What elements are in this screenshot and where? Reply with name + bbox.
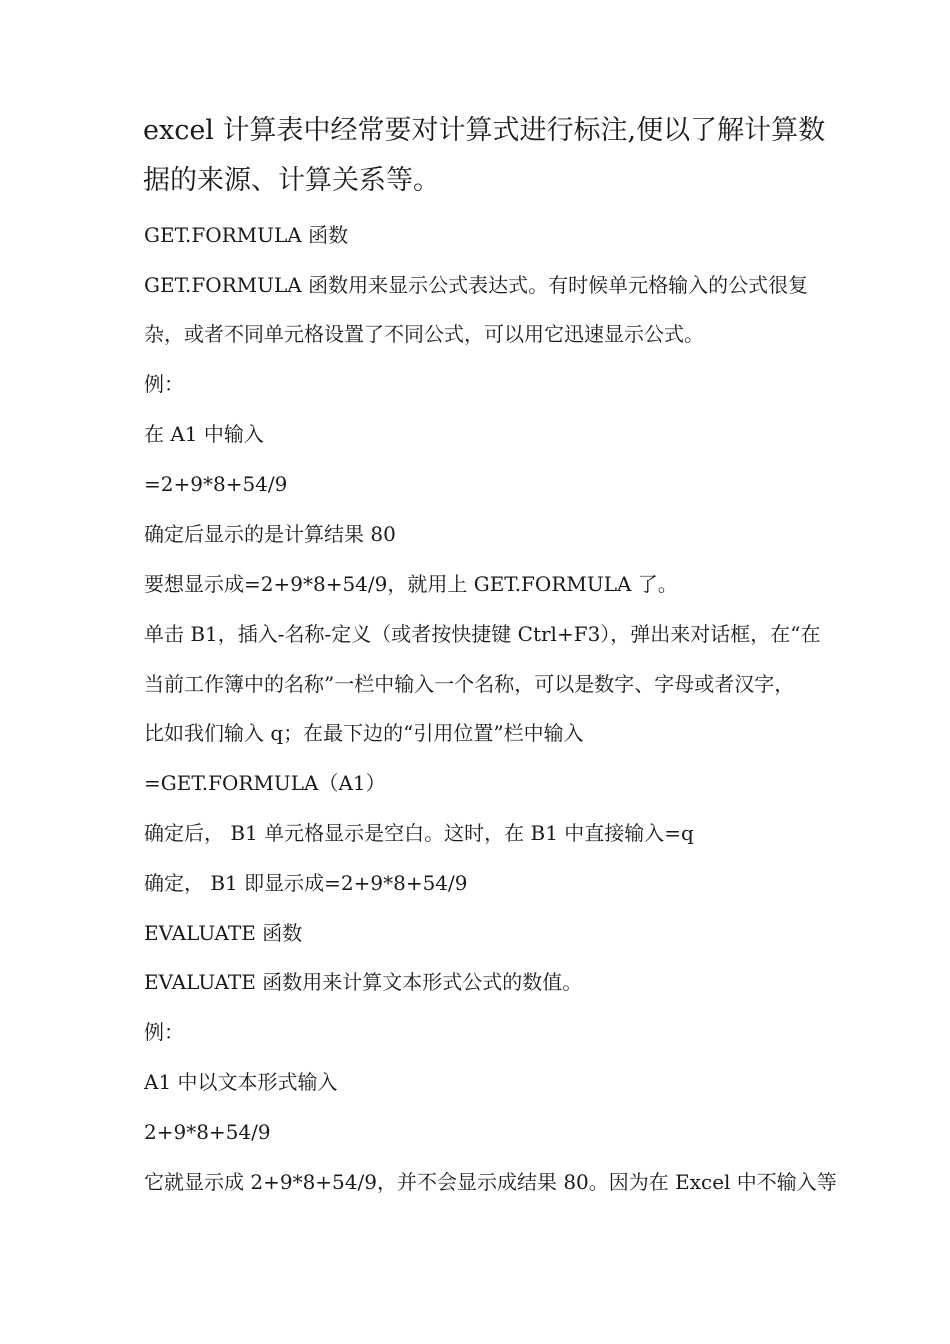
paragraph-line: 杂，或者不同单元格设置了不同公式，可以用它迅速显示公式。	[144, 322, 704, 346]
formula-line: 2+9*8+54/9	[144, 1120, 271, 1144]
paragraph-line: 确定， B1 即显示成=2+9*8+54/9	[144, 871, 468, 895]
paragraph-line: 确定后显示的是计算结果 80	[144, 522, 396, 546]
paragraph-line: 例：	[144, 1020, 184, 1044]
paragraph-line: 要想显示成=2+9*8+54/9，就用上 GET.FORMULA 了。	[144, 572, 678, 596]
document-title	[143, 106, 868, 206]
paragraph-line: 比如我们输入 q；在最下边的“引用位置”栏中输入	[144, 721, 584, 745]
formula-line: =GET.FORMULA（A1）	[144, 771, 386, 795]
paragraph-line: 单击 B1，插入-名称-定义（或者按快捷键 Ctrl+F3），弹出来对话框，在“在	[144, 622, 821, 646]
title-line-2: 据的来源、计算关系等。	[143, 165, 440, 196]
paragraph-line: 在 A1 中输入	[144, 422, 264, 446]
paragraph-line: GET.FORMULA 函数用来显示公式表达式。有时候单元格输入的公式很复	[144, 273, 809, 297]
heading-get-formula: GET.FORMULA 函数	[144, 223, 349, 247]
paragraph-line: EVALUATE 函数用来计算文本形式公式的数值。	[144, 970, 583, 994]
title-line-1: excel 计算表中经常要对计算式进行标注,便以了解计算数	[143, 115, 826, 146]
formula-line: =2+9*8+54/9	[144, 472, 288, 496]
paragraph-line: 例：	[144, 372, 184, 396]
paragraph-line: 确定后， B1 单元格显示是空白。这时，在 B1 中直接输入=q	[144, 821, 694, 845]
paragraph-line: A1 中以文本形式输入	[144, 1070, 338, 1094]
paragraph-line: 当前工作簿中的名称”一栏中输入一个名称，可以是数字、字母或者汉字，	[144, 672, 795, 696]
paragraph-line: 它就显示成 2+9*8+54/9，并不会显示成结果 80。因为在 Excel 中不输入等	[144, 1170, 837, 1194]
heading-evaluate: EVALUATE 函数	[144, 921, 303, 945]
